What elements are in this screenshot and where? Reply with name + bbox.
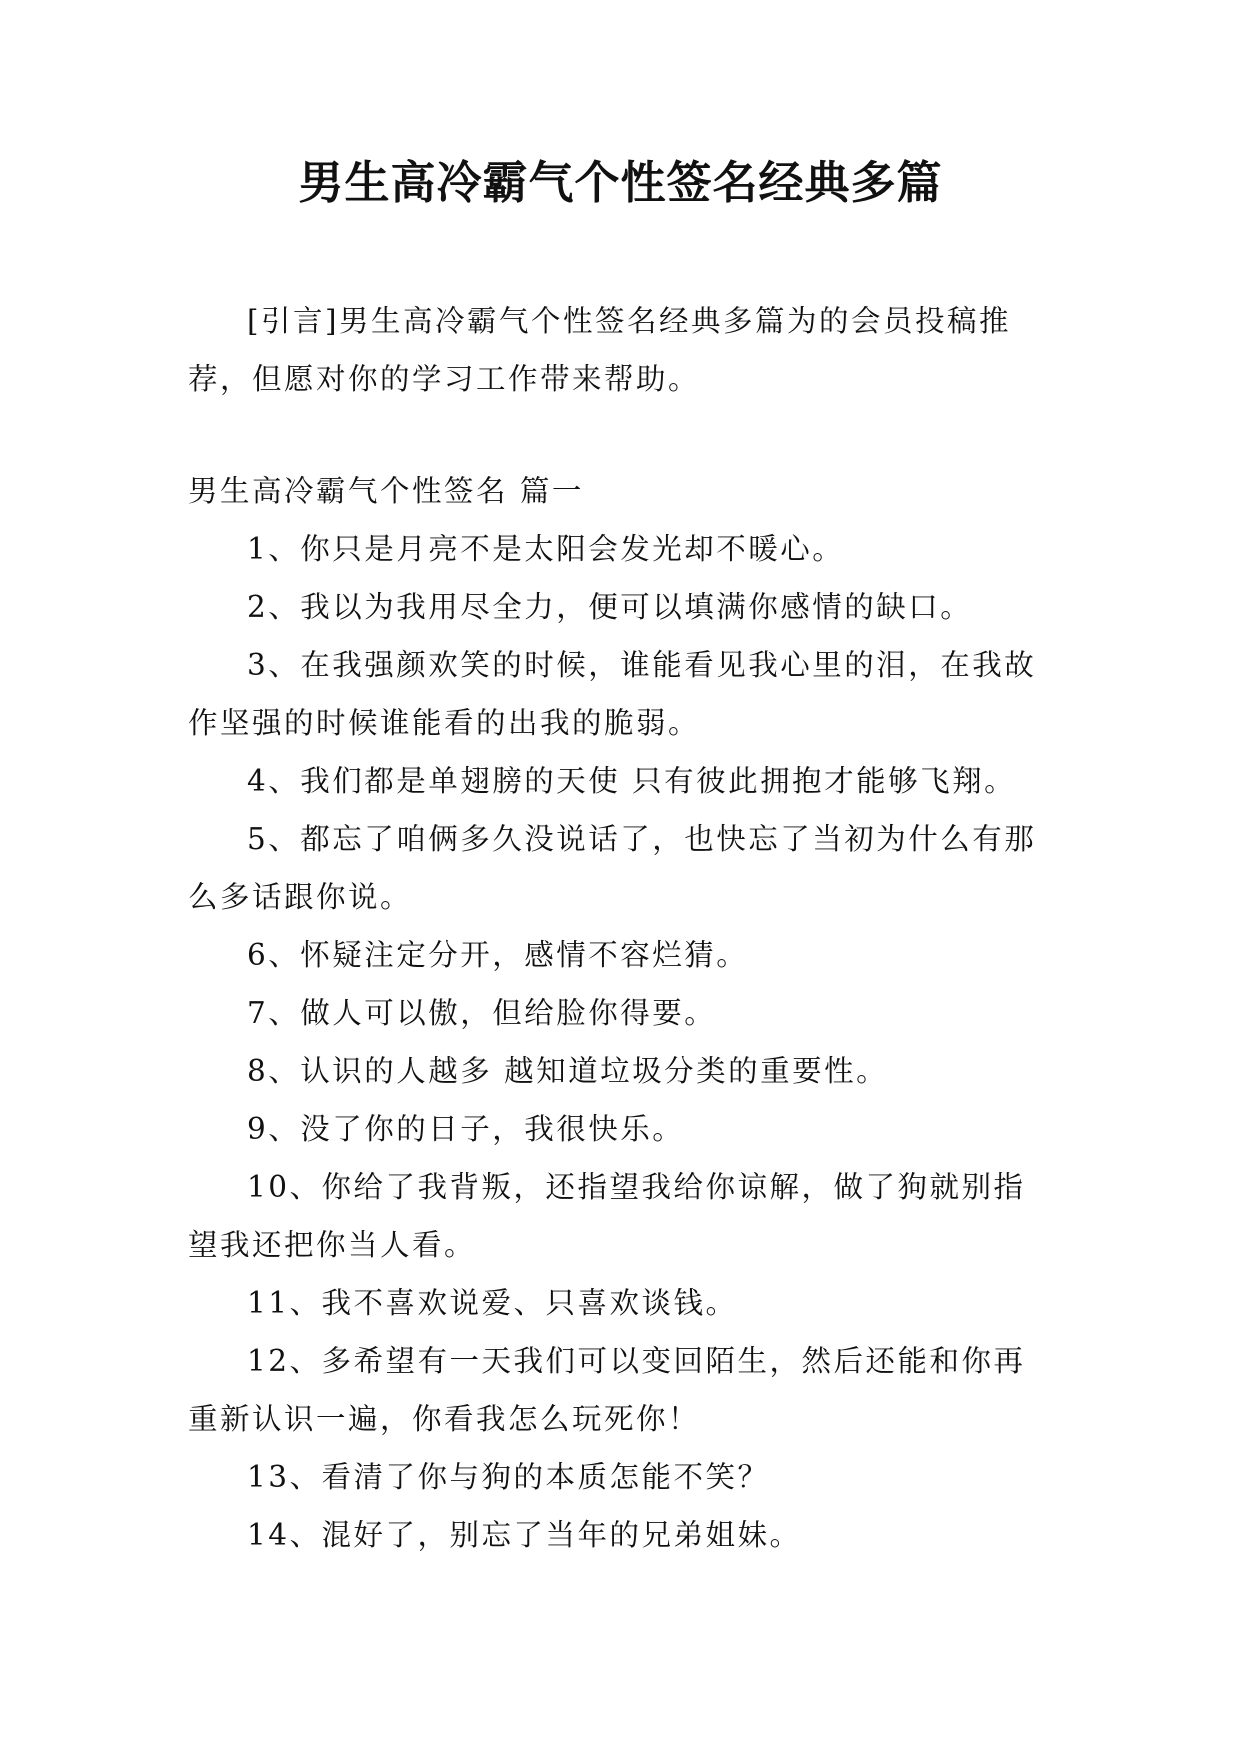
list-item: 12、多希望有一天我们可以变回陌生，然后还能和你再重新认识一遍，你看我怎么玩死你！ xyxy=(188,1344,1026,1436)
list-item: 13、看清了你与狗的本质怎能不笑？ xyxy=(247,1460,770,1494)
list-item: 10、你给了我背叛，还指望我给你谅解，做了狗就别指望我还把你当人看。 xyxy=(188,1170,1026,1262)
list-item: 3、在我强颜欢笑的时候，谁能看见我心里的泪，在我故作坚强的时候谁能看的出我的脆弱。 xyxy=(188,648,1037,740)
intro-paragraph: [引言]男生高冷霸气个性签名经典多篇为的会员投稿推荐，但愿对你的学习工作带来帮助。 xyxy=(188,304,1012,396)
list-item: 1、你只是月亮不是太阳会发光却不暖心。 xyxy=(247,532,845,566)
list-item: 4、我们都是单翅膀的天使 只有彼此拥抱才能够飞翔。 xyxy=(247,764,1017,798)
list-item: 7、做人可以傲，但给脸你得要。 xyxy=(247,996,717,1030)
document-title: 男生高冷霸气个性签名经典多篇 xyxy=(298,156,943,209)
list-item: 5、都忘了咱俩多久没说话了，也快忘了当初为什么有那么多话跟你说。 xyxy=(188,822,1037,914)
list-item: 2、我以为我用尽全力，便可以填满你感情的缺口。 xyxy=(247,590,973,624)
document-body xyxy=(188,292,1048,1564)
list-item: 11、我不喜欢说爱、只喜欢谈钱。 xyxy=(247,1286,738,1320)
list-item: 9、没了你的日子，我很快乐。 xyxy=(247,1112,685,1146)
list-item: 8、认识的人越多 越知道垃圾分类的重要性。 xyxy=(247,1054,889,1088)
list-item: 14、混好了，别忘了当年的兄弟姐妹。 xyxy=(247,1518,802,1552)
section-heading: 男生高冷霸气个性签名 篇一 xyxy=(188,474,584,508)
list-item: 6、怀疑注定分开，感情不容烂猜。 xyxy=(247,938,749,972)
